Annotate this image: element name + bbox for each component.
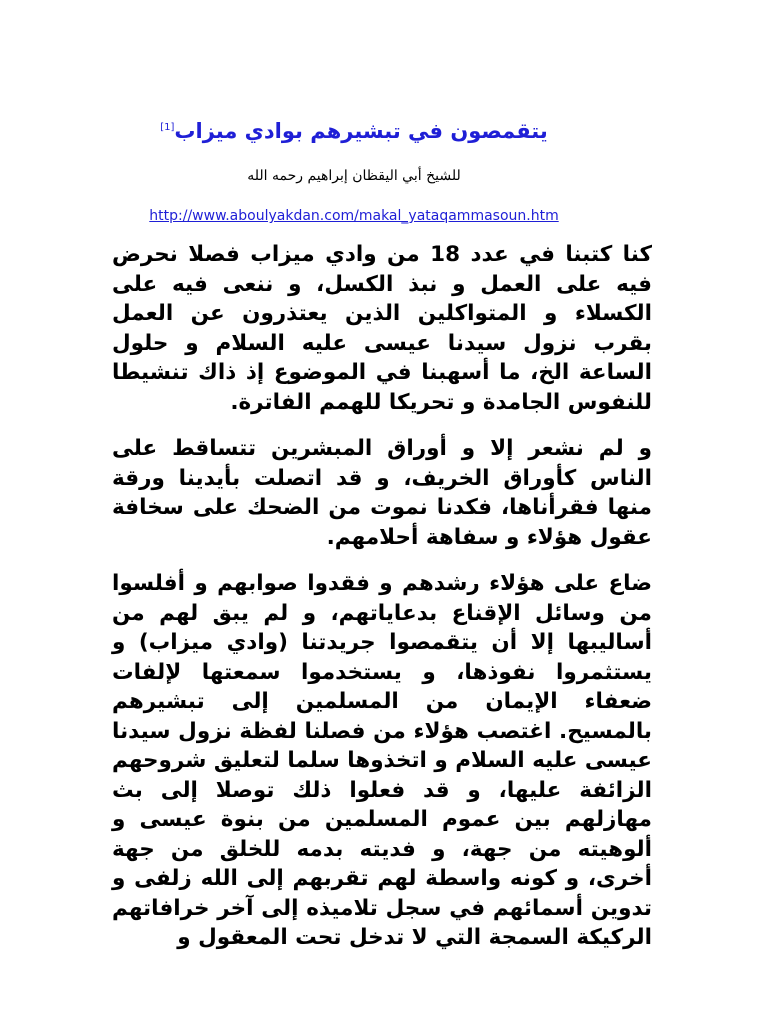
article-body bbox=[112, 240, 652, 970]
paragraph-3: ضاع على هؤلاء رشدهم و فقدوا صوابهم و أفلسوا من وسائل الإقناع بدعاياتهم، و لم يبق لهم من أساليبها إلا أن يتقمصوا جريدتنا (وادي ميزاب) و يستثمروا نفوذها، و يستخدموا سمعتها لإلفات ضعفاء الإيمان من المسلمين إلى تبشيرهم بالمسيح. اغتصب هؤلاء من فصلنا لفظة نزول سيدنا عيسى عليه السلام و اتخذوها سلما لتعليق شروحهم الزائفة عليها، و قد فعلوا ذلك توصلا إلى بث مهازلهم بين عموم المسلمين من بنوة عيسى و ألوهيته من جهة، و فديته بدمه للخلق من جهة أخرى، و كونه واسطة لهم تقربهم إلى الله زلفى و تدوين أسمائهم في سجل تلاميذه إلى آخر خرافاتهم الركيكة السمجة التي لا تدخل تحت المعقول و bbox=[112, 571, 652, 950]
paragraph-1: كنا كتبنا في عدد 18 من وادي ميزاب فصلا نحرض فيه على العمل و نبذ الكسل، و ننعى فيه على الكسلاء و المتواكلين الذين يعتذرون عن العمل بقرب نزول سيدنا عيسى عليه السلام و حلول الساعة الخ، ما أسهبنا في الموضوع إذ ذاك تنشيطا للنفوس الجامدة و تحريكا للهمم الفاترة. bbox=[112, 242, 653, 415]
footnote-link[interactable]: [1] bbox=[160, 122, 175, 133]
author-line: للشيخ أبي اليقظان إبراهيم رحمه الله bbox=[247, 168, 461, 184]
document-title bbox=[100, 112, 608, 147]
paragraph-2: و لم نشعر إلا و أوراق المبشرين تتساقط على الناس كأوراق الخريف، و قد اتصلت بأيدينا ورقة منها فقرأناها، فكدنا نموت من الضحك على سخافة عقول هؤلاء و سفاهة أحلامهم. bbox=[112, 436, 652, 550]
source-url-link[interactable]: http://www.aboulyakdan.com/makal_yataqammasoun.htm bbox=[149, 208, 559, 224]
title-text: يتقمصون في تبشيرهم بوادي ميزاب bbox=[174, 119, 548, 143]
